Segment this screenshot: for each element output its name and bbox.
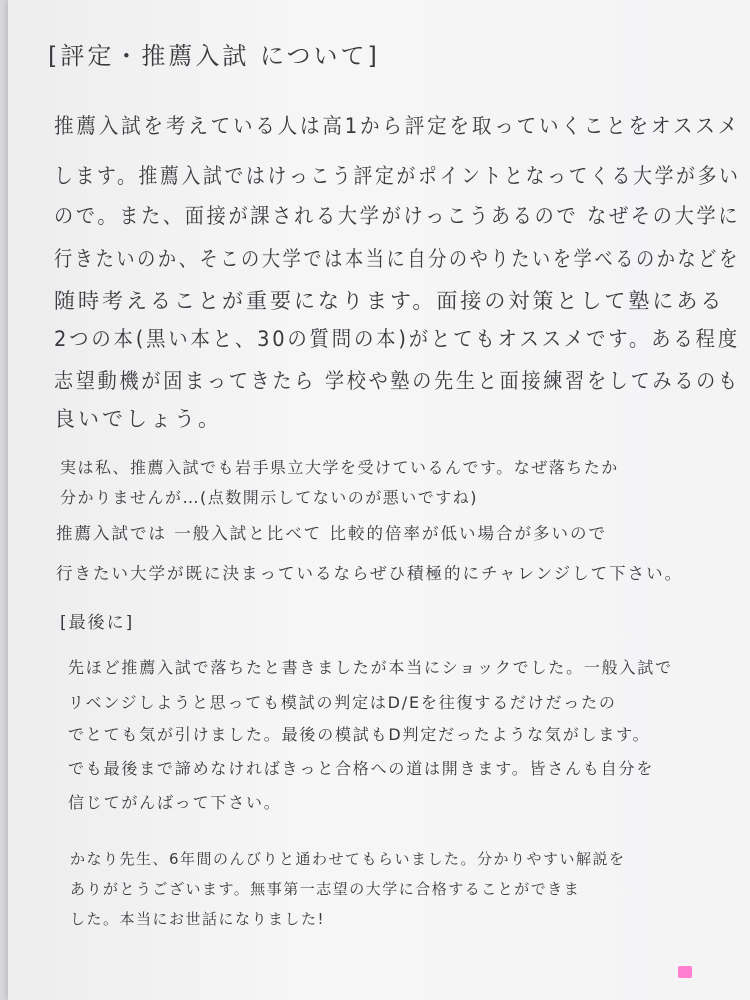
text-line: 推薦入試を考えている人は高1から評定を取っていくことをオススメ [54,114,741,138]
section-heading: [最後に] [60,613,135,633]
text-line: 分かりませんが…(点数開示してないのが悪いですね) [60,488,478,507]
text-line: でとても気が引けました。最後の模試もD判定だったような気がします。 [68,725,651,744]
paper-sheet [8,0,750,1000]
text-line: 随時考えることが重要になります。面接の対策として塾にある [54,289,725,313]
text-line: 2つの本(黒い本と、30の質問の本)がとてもオススメです。ある程度 [54,327,740,351]
text-line: かなり先生、6年間のんびりと通わせてもらいました。分かりやすい解説を [70,850,626,868]
text-line: リベンジしようと思っても模試の判定はD/Eを往復するだけだったの [68,693,617,712]
pink-marker-dot [678,966,692,978]
text-line: します。推薦入試ではけっこう評定がポイントとなってくる大学が多い [54,164,741,188]
page-title: [評定・推薦入試 について] [48,42,380,70]
text-line: 良いでしょう。 [54,407,222,431]
text-line: でも最後まで諦めなければきっと合格への道は開きます。皆さんも自分を [68,759,655,778]
text-line: 推薦入試では 一般入試と比べて 比較的倍率が低い場合が多いので [56,524,607,543]
text-line: 行きたいのか、そこの大学では本当に自分のやりたいを学べるのかなどを [54,247,740,271]
text-line: 先ほど推薦入試で落ちたと書きましたが本当にショックでした。一般入試で [68,658,673,677]
text-line: ありがとうございます。無事第一志望の大学に合格することができま [70,880,581,898]
text-line: 行きたい大学が既に決まっているならぜひ積極的にチャレンジして下さい。 [56,564,684,583]
text-line: した。本当にお世話になりました! [70,910,326,928]
text-line: 実は私、推薦入試でも岩手県立大学を受けているんです。なぜ落ちたか [60,458,619,477]
text-line: ので。また、面接が課される大学がけっこうあるので なぜその大学に [54,204,741,228]
text-line: 信じてがんばって下さい。 [68,793,282,812]
text-line: 志望動機が固まってきたら 学校や塾の先生と面接練習をしてみるのも [54,369,740,393]
